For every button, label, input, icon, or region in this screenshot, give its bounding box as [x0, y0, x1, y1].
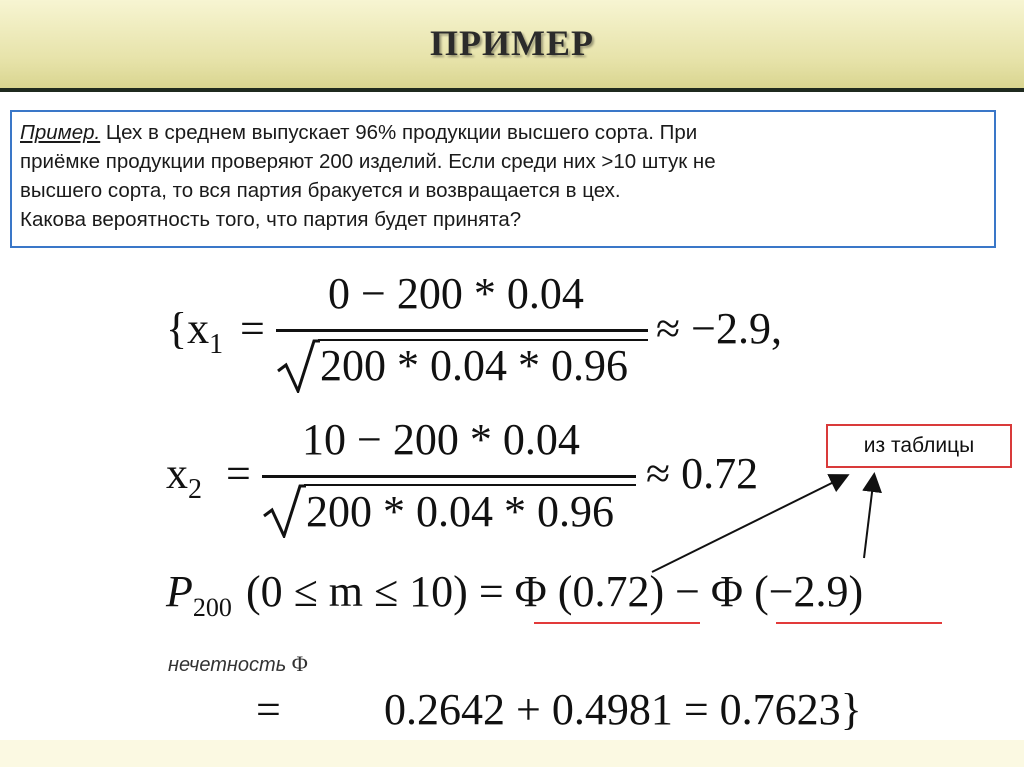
x2-result: ≈ 0.72 — [646, 449, 759, 498]
final-equals: = — [256, 685, 281, 734]
problem-statement-box — [10, 110, 996, 248]
x1-fraction-line — [276, 329, 648, 332]
x1-lhs: {$x_1$ — [166, 304, 224, 360]
problem-line-2: приёмке продукции проверяют 200 изделий. Если среди них >10 штук не — [20, 150, 716, 173]
problem-question: Какова вероятность того, что партия будет принята? — [20, 208, 522, 231]
prob-expression: (0 ≤ m ≤ 10) = Φ (0.72) − Φ (−2.9) — [246, 567, 864, 616]
prob-lhs: $P_{200}$ — [166, 567, 232, 622]
parity-note: нечетность Φ — [168, 651, 308, 676]
x2-lhs: $x_2$ — [166, 449, 202, 505]
problem-text-1: Цех в среднем выпускает 96% продукции высшего сорта. При — [100, 121, 698, 144]
x2-equals: = — [226, 449, 251, 498]
x1-equals: = — [240, 304, 265, 353]
slide-title: ПРИМЕР — [430, 23, 594, 63]
underline-phi-m29 — [776, 622, 942, 624]
x2-fraction-line — [262, 475, 636, 478]
x1-result: ≈ −2.9, — [656, 304, 782, 353]
problem-line-3: высшего сорта, то вся партия бракуется и возвращается в цех. — [20, 179, 621, 202]
problem-line-1 — [20, 118, 994, 147]
x1-sqrt-icon — [276, 337, 320, 393]
x2-sqrt-icon — [262, 482, 306, 538]
final-expression: 0.2642 + 0.4981 = 0.7623} — [384, 685, 862, 734]
table-note-box: из таблицы — [826, 424, 1012, 468]
arrows-icon — [640, 460, 900, 580]
x2-numerator: 10 − 200 * 0.04 — [302, 415, 580, 464]
underline-phi-072 — [534, 622, 700, 624]
title-bar — [0, 0, 1024, 92]
problem-lead: Пример. — [20, 121, 101, 144]
x2-denominator: 200 * 0.04 * 0.96 — [306, 487, 614, 536]
bottom-band — [0, 740, 1024, 767]
x1-numerator: 0 − 200 * 0.04 — [328, 269, 584, 318]
x1-denominator: 200 * 0.04 * 0.96 — [320, 341, 628, 390]
